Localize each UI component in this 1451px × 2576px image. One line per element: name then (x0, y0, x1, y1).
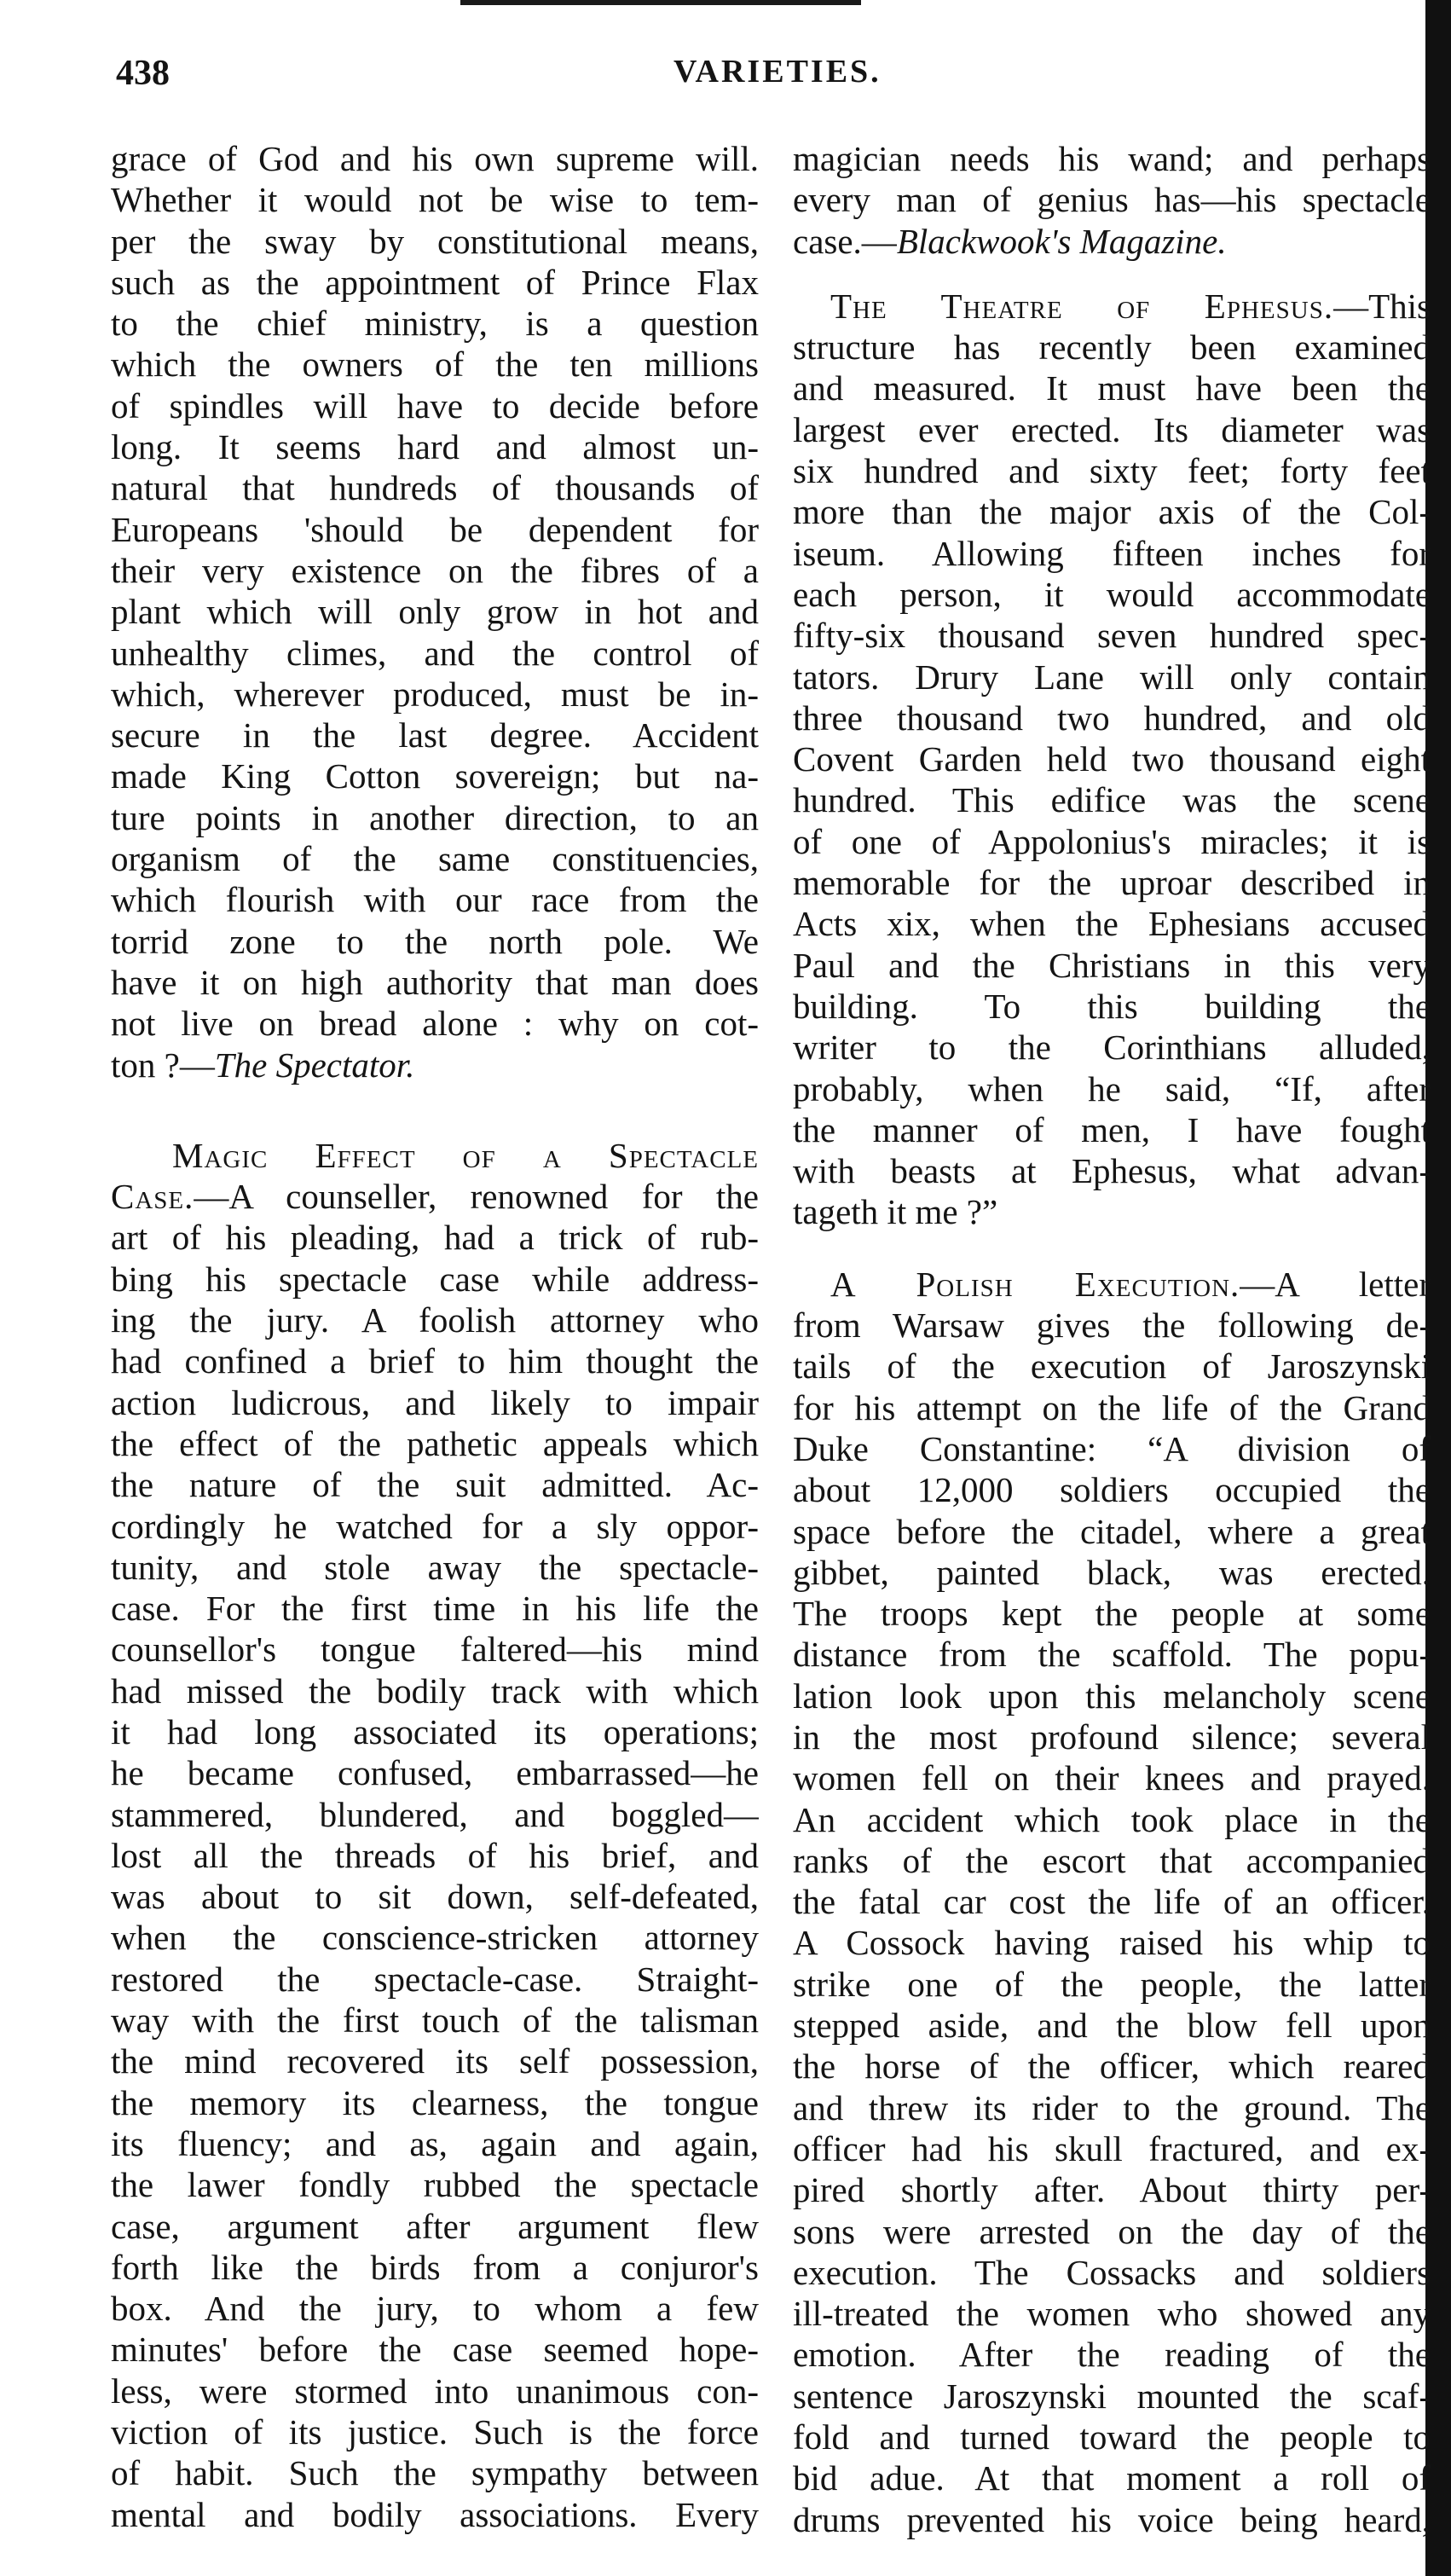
paragraph-line: had confined a brief to him thought the (111, 1341, 759, 1381)
line-text: —This (1333, 286, 1431, 326)
paragraph-line: about 12,000 soldiers occupied the (793, 1470, 1431, 1510)
paragraph-line (793, 1264, 1431, 1305)
paragraph-line: women fell on their knees and prayed. (793, 1758, 1431, 1798)
paragraph-line: viction of its justice. Such is the force (111, 2412, 759, 2452)
paragraph-line: A Cossock having raised his whip to (793, 1923, 1431, 1963)
paragraph-line: magician needs his wand; and perhaps (793, 139, 1431, 178)
paragraph-line: tails of the execution of Jaroszynski (793, 1346, 1431, 1386)
paragraph-line: secure in the last degree. Accident (111, 715, 759, 755)
line-text: case.— (793, 221, 897, 261)
paragraph-line: case. For the first time in his life the (111, 1589, 759, 1629)
paragraph-line: per the sway by constitutional means, (111, 221, 759, 261)
article-heading-line (111, 1135, 759, 1176)
paragraph-line (793, 221, 1431, 262)
paragraph-line: more than the major axis of the Col- (793, 492, 1431, 532)
paragraph-line: with beasts at Ephesus, what advan- (793, 1151, 1431, 1191)
paragraph-line: largest ever erected. Its diameter was (793, 409, 1431, 449)
paragraph-line: writer to the Corinthians alluded, (793, 1028, 1431, 1068)
paragraph-line: An accident which took place in the (793, 1799, 1431, 1839)
paragraph-line: every man of genius has—his spectacle (793, 180, 1431, 220)
paragraph-line: of one of Appolonius's miracles; it is (793, 821, 1431, 861)
source-citation: Blackwook's Magazine. (896, 221, 1227, 261)
paragraph-line: such as the appointment of Prince Flax (111, 262, 759, 302)
paragraph-line: their very existence on the fibres of a (111, 550, 759, 590)
paragraph-line: stammered, blundered, and boggled— (111, 1794, 759, 1834)
source-citation: The Spectator. (214, 1045, 415, 1085)
paragraph-line: officer had his skull fractured, and ex- (793, 2128, 1431, 2168)
paragraph-line: ing the jury. A foolish attorney who (111, 1300, 759, 1340)
article-heading: A Polish Execution. (830, 1264, 1240, 1304)
paragraph-line: had missed the bodily track with which (111, 1670, 759, 1711)
paragraph-line: the memory its clearness, the tongue (111, 2082, 759, 2122)
paragraph-line: structure has recently been examined (793, 327, 1431, 368)
paragraph-line: the lawer fondly rubbed the spectacle (111, 2165, 759, 2205)
paragraph-line: was about to sit down, self-defeated, (111, 1877, 759, 1917)
paragraph-line: to the chief ministry, is a question (111, 304, 759, 344)
paragraph-line: box. And the jury, to whom a few (111, 2289, 759, 2329)
page-number: 438 (116, 54, 170, 93)
paragraph-line: hundred. This edifice was the scene (793, 780, 1431, 820)
paragraph-line: stepped aside, and the blow fell upon (793, 2006, 1431, 2046)
paragraph-line: natural that hundreds of thousands of (111, 468, 759, 508)
paragraph-line: lation look upon this melancholy scene (793, 1676, 1431, 1716)
paragraph-line: each person, it would accommodate (793, 574, 1431, 614)
paragraph-line: the nature of the suit admitted. Ac- (111, 1465, 759, 1505)
paragraph-line: art of his pleading, had a trick of rub- (111, 1218, 759, 1258)
paragraph-line: its fluency; and as, again and again, (111, 2123, 759, 2163)
paragraph-polish-execution (793, 1305, 1431, 2540)
paragraph-line: which, wherever produced, must be in- (111, 674, 759, 714)
paragraph-line: building. To this building the (793, 986, 1431, 1026)
paragraph-line: made King Cotton sovereign; but na- (111, 756, 759, 796)
article-heading: The Theatre of Ephesus. (830, 286, 1334, 326)
paragraph-spectacle-case (111, 1217, 759, 2535)
paragraph-line: Whether it would not be wise to tem- (111, 180, 759, 220)
paragraph-line: iseum. Allowing fifteen inches for (793, 533, 1431, 573)
paragraph-line: The troops kept the people at some (793, 1594, 1431, 1634)
paragraph-line: organism of the same constituencies, (111, 839, 759, 879)
paragraph-magician (793, 138, 1431, 221)
line-text: —A counseller, renowned for the (194, 1177, 759, 1217)
paragraph-line: which the owners of the ten millions (111, 344, 759, 385)
paragraph-line: case, argument after argument flew (111, 2206, 759, 2246)
paragraph-line: memorable for the uproar described in (793, 863, 1431, 903)
right-column (793, 138, 1431, 2540)
paragraph-line: torrid zone to the north pole. We (111, 921, 759, 961)
running-title: VARIETIES. (673, 54, 882, 90)
paragraph-line: bing his spectacle case while address- (111, 1259, 759, 1299)
paragraph-line: sons were arrested on the day of the (793, 2211, 1431, 2251)
paragraph-line: counsellor's tongue faltered—his mind (111, 1630, 759, 1670)
paragraph-line: three thousand two hundred, and old (793, 698, 1431, 738)
paragraph-line (111, 1045, 759, 1085)
line-text: —A letter (1240, 1264, 1431, 1304)
paragraph-line: space before the citadel, where a great (793, 1511, 1431, 1551)
paragraph-line: ture points in another direction, to an (111, 797, 759, 837)
paragraph-line: emotion. After the reading of the (793, 2335, 1431, 2375)
paragraph-line: and threw its rider to the ground. The (793, 2087, 1431, 2127)
paragraph-line: Covent Garden held two thousand eight (793, 739, 1431, 779)
paragraph-line: the fatal car cost the life of an officer. (793, 1882, 1431, 1922)
paragraph-line: when the conscience-stricken attorney (111, 1918, 759, 1958)
paragraph-line (111, 1176, 759, 1217)
paragraph-line: the manner of men, I have fought (793, 1109, 1431, 1149)
paragraph-line: of spindles will have to decide before (111, 385, 759, 425)
paragraph-theatre-ephesus (793, 327, 1431, 1233)
paragraph-line: fold and turned toward the people to (793, 2417, 1431, 2457)
paragraph-line: Paul and the Christians in this very (793, 945, 1431, 985)
top-rule (460, 0, 861, 5)
paragraph-line: probably, when he said, “If, after (793, 1068, 1431, 1109)
paragraph-line: long. It seems hard and almost un- (111, 427, 759, 467)
paragraph-line: tators. Drury Lane will only contain (793, 657, 1431, 697)
paragraph-line: tunity, and stole away the spectacle- (111, 1547, 759, 1587)
paragraph-line: he became confused, embarrassed—he (111, 1753, 759, 1793)
paragraph-line: way with the first touch of the talisman (111, 2000, 759, 2041)
paragraph-line: unhealthy climes, and the control of (111, 633, 759, 673)
paragraph-line: minutes' before the case seemed hope- (111, 2330, 759, 2370)
paragraph-line: from Warsaw gives the following de- (793, 1305, 1431, 1346)
paragraph-line: ranks of the escort that accompanied (793, 1840, 1431, 1880)
paragraph-line: cordingly he watched for a sly oppor- (111, 1506, 759, 1546)
paragraph-line: forth like the birds from a conjuror's (111, 2247, 759, 2287)
paragraph-line: in the most profound silence; several (793, 1716, 1431, 1757)
left-column (111, 138, 759, 2535)
page-header (0, 53, 1432, 104)
paragraph-line: Acts xix, when the Ephesians accused (793, 904, 1431, 944)
paragraph-line: fifty-six thousand seven hundred spec- (793, 616, 1431, 656)
paragraph-line: action ludicrous, and likely to impair (111, 1382, 759, 1422)
article-heading-cont: Case. (111, 1177, 194, 1217)
article-heading: Magic Effect of a Spectacle (172, 1135, 759, 1175)
paragraph-line: tageth it me ?” (793, 1192, 998, 1232)
paragraph-line: mental and bodily associations. Every (111, 2494, 759, 2534)
paragraph-line: ill-treated the women who showed any (793, 2294, 1431, 2334)
paragraph-line: have it on high authority that man does (111, 962, 759, 1002)
paragraph-line: gibbet, painted black, was erected. (793, 1552, 1431, 1592)
paragraph-line: of habit. Such the sympathy between (111, 2453, 759, 2493)
paragraph-line: drums prevented his voice being heard, (793, 2499, 1431, 2539)
paragraph-line: not live on bread alone : why on cot- (111, 1004, 759, 1044)
paragraph-line: the mind recovered its self possession, (111, 2041, 759, 2081)
paragraph-line: it had long associated its operations; (111, 1711, 759, 1751)
paragraph-line: and measured. It must have been the (793, 368, 1431, 408)
paragraph-line: grace of God and his own supreme will. (111, 139, 759, 178)
paragraph-line: lost all the threads of his brief, and (111, 1835, 759, 1875)
paragraph-line: Europeans 'should be dependent for (111, 509, 759, 549)
paragraph-line: sentence Jaroszynski mounted the scaf- (793, 2376, 1431, 2416)
paragraph-line: six hundred and sixty feet; forty feet (793, 451, 1431, 491)
paragraph-line: restored the spectacle-case. Straight- (111, 1959, 759, 1999)
paragraph-line: Duke Constantine: “A division of (793, 1428, 1431, 1468)
paragraph-line: bid adue. At that moment a roll of (793, 2458, 1431, 2498)
paragraph-cotton (111, 138, 759, 1045)
paragraph-line: strike one of the people, the latter (793, 1964, 1431, 2004)
line-text: ton ?— (111, 1045, 215, 1085)
paragraph-line: the horse of the officer, which reared (793, 2046, 1431, 2087)
paragraph-line: for his attempt on the life of the Grand (793, 1387, 1431, 1427)
paragraph-line: distance from the scaffold. The popu- (793, 1635, 1431, 1675)
paragraph-line: execution. The Cossacks and soldiers (793, 2252, 1431, 2292)
paragraph-line: less, were stormed into unanimous con- (111, 2370, 759, 2411)
paragraph-line: pired shortly after. About thirty per- (793, 2170, 1431, 2210)
paragraph-line: which flourish with our race from the (111, 880, 759, 920)
paragraph-line (793, 286, 1431, 327)
paragraph-line: plant which will only grow in hot and (111, 592, 759, 632)
paragraph-line: the effect of the pathetic appeals which (111, 1423, 759, 1463)
